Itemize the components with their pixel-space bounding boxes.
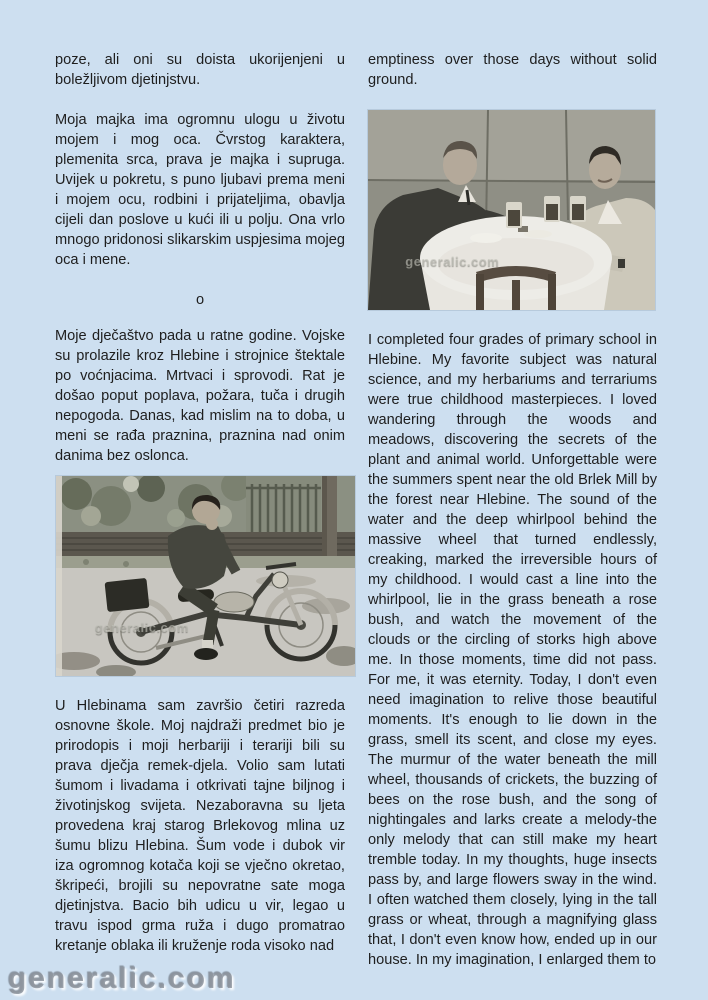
photo-man-on-moped xyxy=(56,476,355,676)
paragraph-hr-2: Moja majka ima ogromnu ulogu u životu mojem i mog oca. Čvrstog karaktera, plemenita srca, prava je majka i supruga. Uvijek u pokretu, s puno ljubavi prema meni i mojem ocu, rodbini i prijateljima, obavlja cijeli dan poslove u kući ili u polju. Ona vrlo mnogo pridonosi slikarskim uspjesima mojeg oca i mene. xyxy=(55,112,345,268)
section-separator: o xyxy=(195,292,205,308)
left-column xyxy=(55,50,345,976)
photo-two-men-at-table xyxy=(368,110,655,310)
paragraph-hr-3: Moje dječaštvo pada u ratne godine. Vojske su prolazile kroz Hlebine i strojnice štektale po voćnjacima. Mrtvaci i sprovodi. Rat je došao poput poplava, požara, tuča i drugih nepogoda. Danas, kad mislim na to doba, u meni se rađa praznina, praznina nad onim danima bez oslonca. xyxy=(55,328,345,464)
paragraph-hr-1: poze, ali oni su doista ukorijenjeni u boležljivom djetinjstvu. xyxy=(55,52,345,88)
site-watermark: generalic.com xyxy=(8,962,236,995)
photo-watermark: generalic.com xyxy=(405,254,500,269)
photo-watermark: generalic.com xyxy=(94,620,189,635)
moped-photo-illustration xyxy=(56,476,355,676)
paragraph-en-2: I completed four grades of primary school in Hlebine. My favorite subject was natural science, and my herbariums and terrariums were true childhood masterpieces. I loved wandering through the woods and meadows, discovering the secrets of the plant and animal world. Unforgettable were the summers spent near the old Brlek Mill by the forest near Hlebine. The sound of the water and the deep whirlpool behind the massive wheel that turned endlessly, creaking, marked the irreversible hours of my childhood. I would cast a line into the whirlpool, lie in the grass beneath a rose bush, and watch the movement of the clouds or the circling of storks high above me. In those moments, time did not pass. For me, it was eternity. Today, I don't even need imagination to relive those beautiful moments. It's enough to lie down in the grass, smell its scent, and close my eyes. The murmur of the water beneath the mill wheel, thousands of crickets, the buzzing of bees on the rose bush, and the song of nightingales and larks create a melody-the only melody that can still make my heart tremble today. In my thoughts, huge insects pass by, and large flowers sway in the wind. I often watched them closely, lying in the tall grass or wheat, through a magnifying glass that, I don't even know how, ended up in our house. In my imagination, I enlarged them to xyxy=(368,332,657,968)
cafe-photo-illustration xyxy=(368,110,655,310)
paragraph-en-1: emptiness over those days without solid ground. xyxy=(368,52,657,88)
right-column xyxy=(368,50,657,990)
paragraph-hr-4: U Hlebinama sam završio četiri razreda osnovne škole. Moj najdraži predmet bio je prirodopis i moji herbariji i terariji bili su prava dječja remek-djela. Volio sam lutati šumom i livadama i otkrivati tajne biljnog i životinjskog svijeta. Nezaboravna su ljeta provedena kraj starog Brlekovog mlina uz šumu blizu Hlebina. Šum vode i dubok vir iza ogromnog kotača koji se vječno okretao, škripeći, brojili su nepovratne sate moga djetinjstva. Bacio bih udicu u vir, legao u travu ispod grma ruža i dugo promatrao kretanje oblaka ili kruženje roda visoko nad xyxy=(55,698,345,954)
